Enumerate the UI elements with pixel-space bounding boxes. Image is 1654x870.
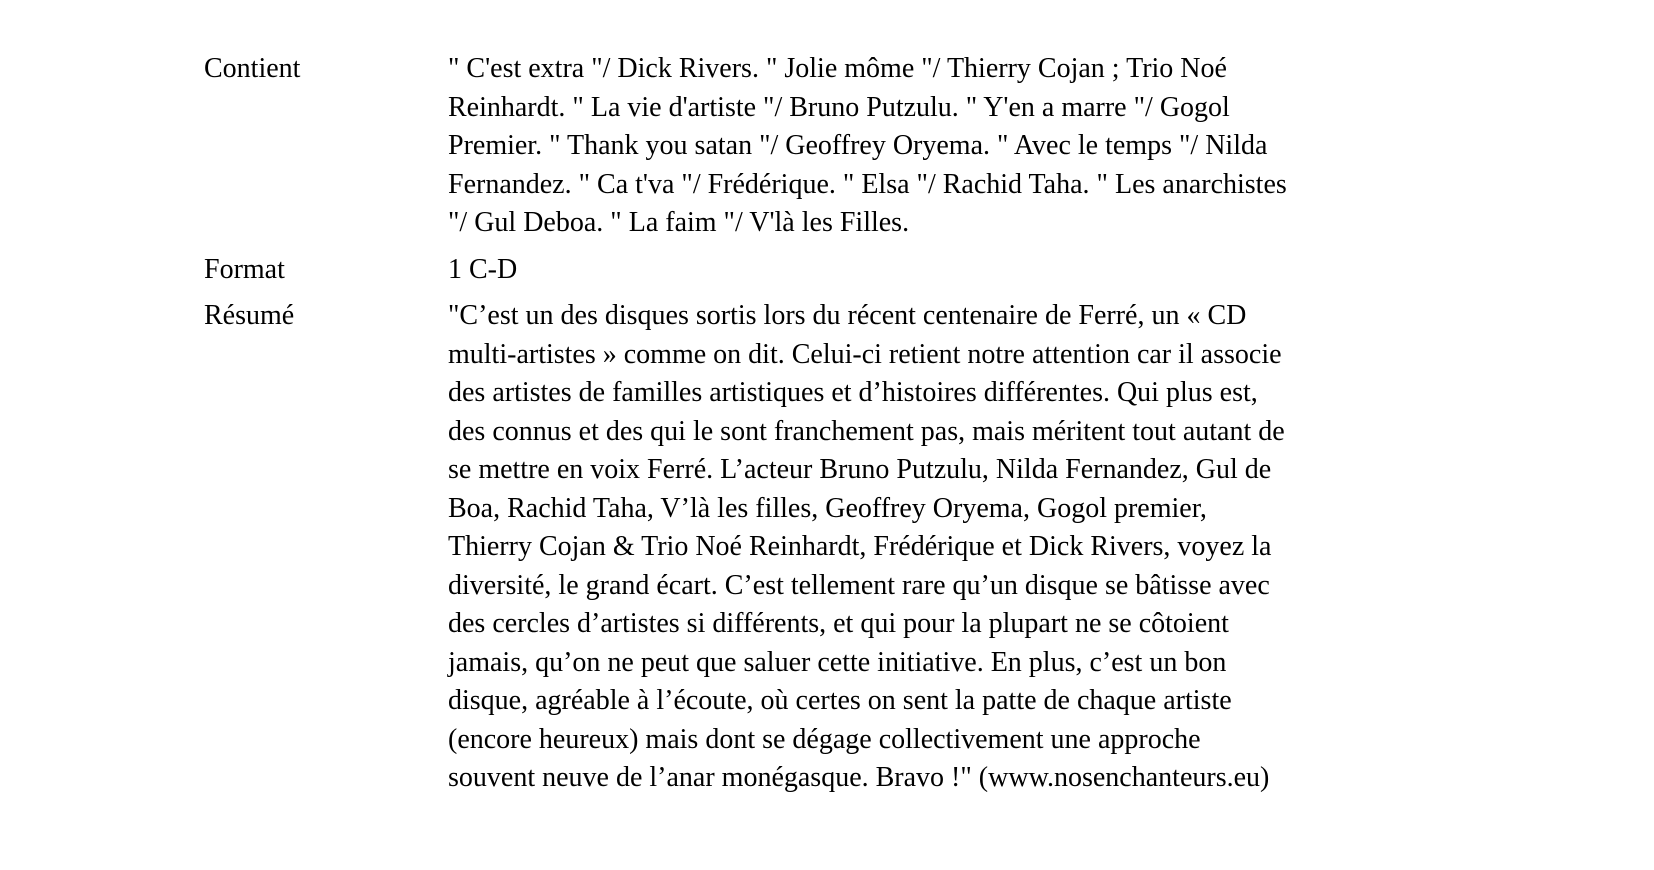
text-line: Premier. " Thank you satan "/ Geoffrey Oryema. " Avec le temps "/ Nilda (448, 130, 1268, 161)
text-line: " C'est extra "/ Dick Rivers. " Jolie môme "/ Thierry Cojan ; Trio Noé (448, 53, 1227, 84)
field-format (204, 251, 1504, 290)
text-line: "/ Gul Deboa. " La faim "/ V'là les Filles. (448, 207, 910, 238)
text-line: 1 C-D (448, 253, 518, 285)
text-line: disque, agréable à l’écoute, où certes on sent la patte de chaque artiste (448, 685, 1232, 716)
text-line: "C’est un des disques sortis lors du récent centenaire de Ferré, un « CD (448, 300, 1247, 331)
text-line: Boa, Rachid Taha, V’là les filles, Geoffrey Oryema, Gogol premier, (448, 492, 1207, 524)
field-resume (204, 297, 1504, 798)
text-line: souvent neuve de l’anar monégasque. Bravo !" (www.nosenchanteurs.eu) (448, 762, 1270, 793)
text-line: des artistes de familles artistiques et d’histoires différentes. Qui plus est, (448, 377, 1258, 408)
text-line: des connus et des qui le sont franchement pas, mais méritent tout autant de (448, 415, 1285, 447)
field-value-format (448, 251, 1468, 290)
text-line: des cercles d’artistes si différents, et qui pour la plupart ne se côtoient (448, 608, 1229, 639)
text-line: Thierry Cojan & Trio Noé Reinhardt, Frédérique et Dick Rivers, voyez la (448, 531, 1272, 562)
field-label-resume: Résumé (204, 300, 295, 331)
text-line: Reinhardt. " La vie d'artiste "/ Bruno Putzulu. " Y'en a marre "/ Gogol (448, 91, 1230, 123)
text-line: jamais, qu’on ne peut que saluer cette initiative. En plus, c’est un bon (448, 646, 1227, 678)
text-line: multi-artistes » comme on dit. Celui-ci retient notre attention car il associe (448, 338, 1282, 370)
field-value-contient (448, 50, 1468, 243)
text-line: Fernandez. " Ca t'va "/ Frédérique. " Elsa "/ Rachid Taha. " Les anarchistes (448, 168, 1287, 200)
text-line: (encore heureux) mais dont se dégage collectivement une approche (448, 723, 1201, 755)
field-contient (204, 50, 1504, 243)
field-label-format: Format (204, 253, 285, 285)
text-line: se mettre en voix Ferré. L’acteur Bruno Putzulu, Nilda Fernandez, Gul de (448, 454, 1272, 485)
field-label-contient: Contient (204, 53, 301, 84)
field-value-resume (448, 297, 1468, 798)
catalog-record (204, 50, 1504, 798)
text-line: diversité, le grand écart. C’est tellement rare qu’un disque se bâtisse avec (448, 569, 1270, 601)
